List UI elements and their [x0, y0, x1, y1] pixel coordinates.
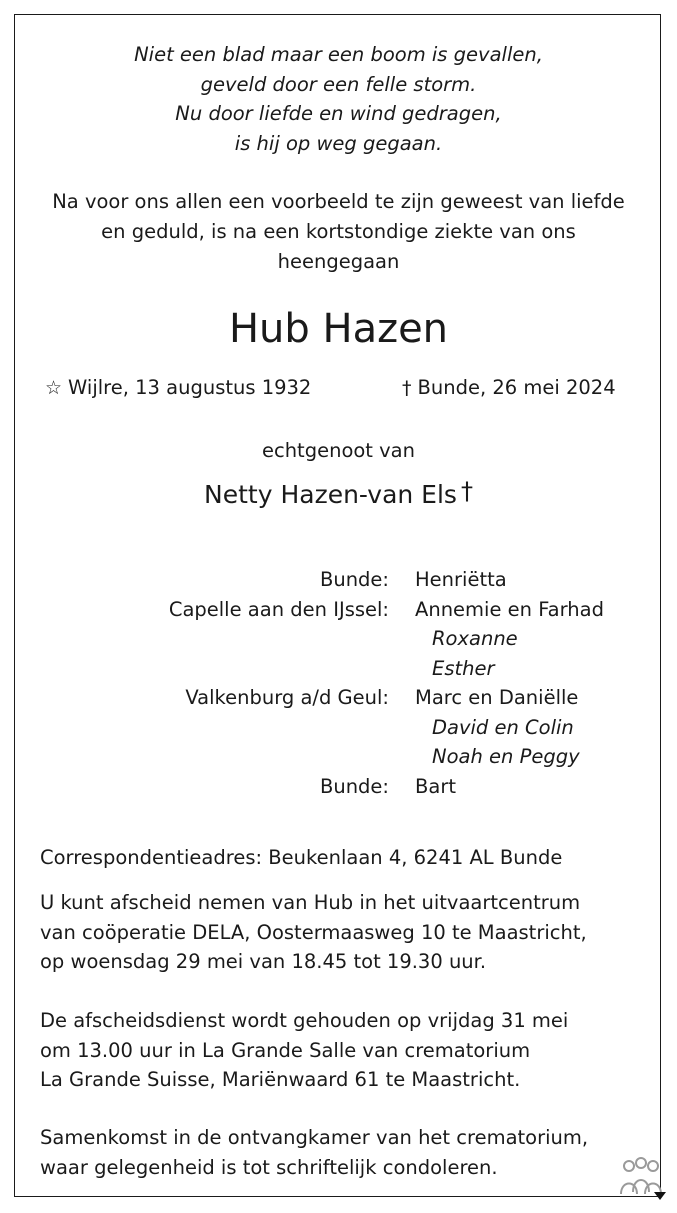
cross-icon: † — [402, 377, 412, 399]
poem-line: Nu door liefde en wind gedragen, — [175, 102, 502, 125]
family-row — [0, 565, 677, 595]
family-name: Marc en Daniëlle — [415, 686, 579, 709]
intro-line: en geduld, is na een kortstondige ziekte van ons — [101, 220, 576, 243]
service-line: La Grande Suisse, Mariënwaard 61 te Maastricht. — [40, 1068, 521, 1091]
grandchild-name: Roxanne — [432, 627, 518, 650]
poem-line: geveld door een felle storm. — [200, 72, 477, 96]
poem-line: is hij op weg gegaan. — [234, 131, 443, 155]
farewell-line: U kunt afscheid nemen van Hub in het uitvaartcentrum — [40, 891, 581, 914]
people-group-icon[interactable] — [616, 1156, 666, 1200]
family-row — [0, 772, 677, 802]
intro-text — [30, 187, 647, 277]
grandchild-name: Esther — [432, 656, 495, 680]
intro-line: Na voor ons allen een voorbeeld te zijn geweest van liefde — [52, 190, 625, 213]
gathering-line: Samenkomst in de ontvangkamer van het crematorium, — [40, 1126, 589, 1149]
service-line: De afscheidsdienst wordt gehouden op vrijdag 31 mei — [40, 1009, 569, 1032]
gathering-line: waar gelegenheid is tot schriftelijk condoleren. — [40, 1155, 498, 1179]
deceased-name: Hub Hazen — [228, 306, 449, 352]
poem — [0, 40, 677, 158]
service-text — [40, 1006, 640, 1095]
correspondence-address: Correspondentieadres: Beukenlaan 4, 6241 AL Bunde — [40, 846, 563, 869]
farewell-line: van coöperatie DELA, Oostermaasweg 10 te Maastricht, — [40, 920, 587, 944]
birth-info — [45, 373, 311, 403]
spouse-name: Netty Hazen-van Els — [204, 480, 457, 509]
grandchild-name: Noah en Peggy — [432, 745, 580, 768]
family-location: Capelle aan den IJssel: — [168, 597, 389, 621]
family-location: Valkenburg a/d Geul: — [185, 686, 389, 709]
birth-text: Wijlre, 13 augustus 1932 — [68, 376, 312, 399]
family-name: Bart — [415, 774, 456, 798]
death-text: Bunde, 26 mei 2024 — [417, 376, 616, 399]
death-info — [402, 373, 616, 403]
family-row — [0, 595, 677, 625]
family-row — [0, 742, 677, 772]
family-location: Bunde: — [319, 774, 389, 798]
family-location: Bunde: — [319, 568, 389, 591]
grandchild-name: David en Colin — [432, 715, 574, 739]
family-row — [0, 713, 677, 743]
family-list — [0, 565, 677, 801]
farewell-text — [40, 888, 640, 977]
star-icon: ☆ — [45, 377, 63, 399]
poem-line: Niet een blad maar een boom is gevallen, — [134, 43, 543, 66]
family-name: Henriëtta — [415, 568, 507, 591]
spouse-label: echtgenoot van — [261, 439, 415, 462]
farewell-line: op woensdag 29 mei van 18.45 tot 19.30 uur. — [40, 950, 487, 973]
family-row — [0, 683, 677, 713]
service-line: om 13.00 uur in La Grande Salle van crematorium — [40, 1038, 531, 1062]
family-row — [0, 624, 677, 654]
family-row — [0, 654, 677, 684]
intro-line: heengegaan — [277, 250, 400, 273]
cross-icon: † — [460, 477, 473, 505]
gathering-text — [40, 1123, 640, 1182]
spouse-line — [0, 477, 677, 513]
family-name: Annemie en Farhad — [415, 597, 604, 621]
triangle-down-icon — [654, 1192, 666, 1200]
